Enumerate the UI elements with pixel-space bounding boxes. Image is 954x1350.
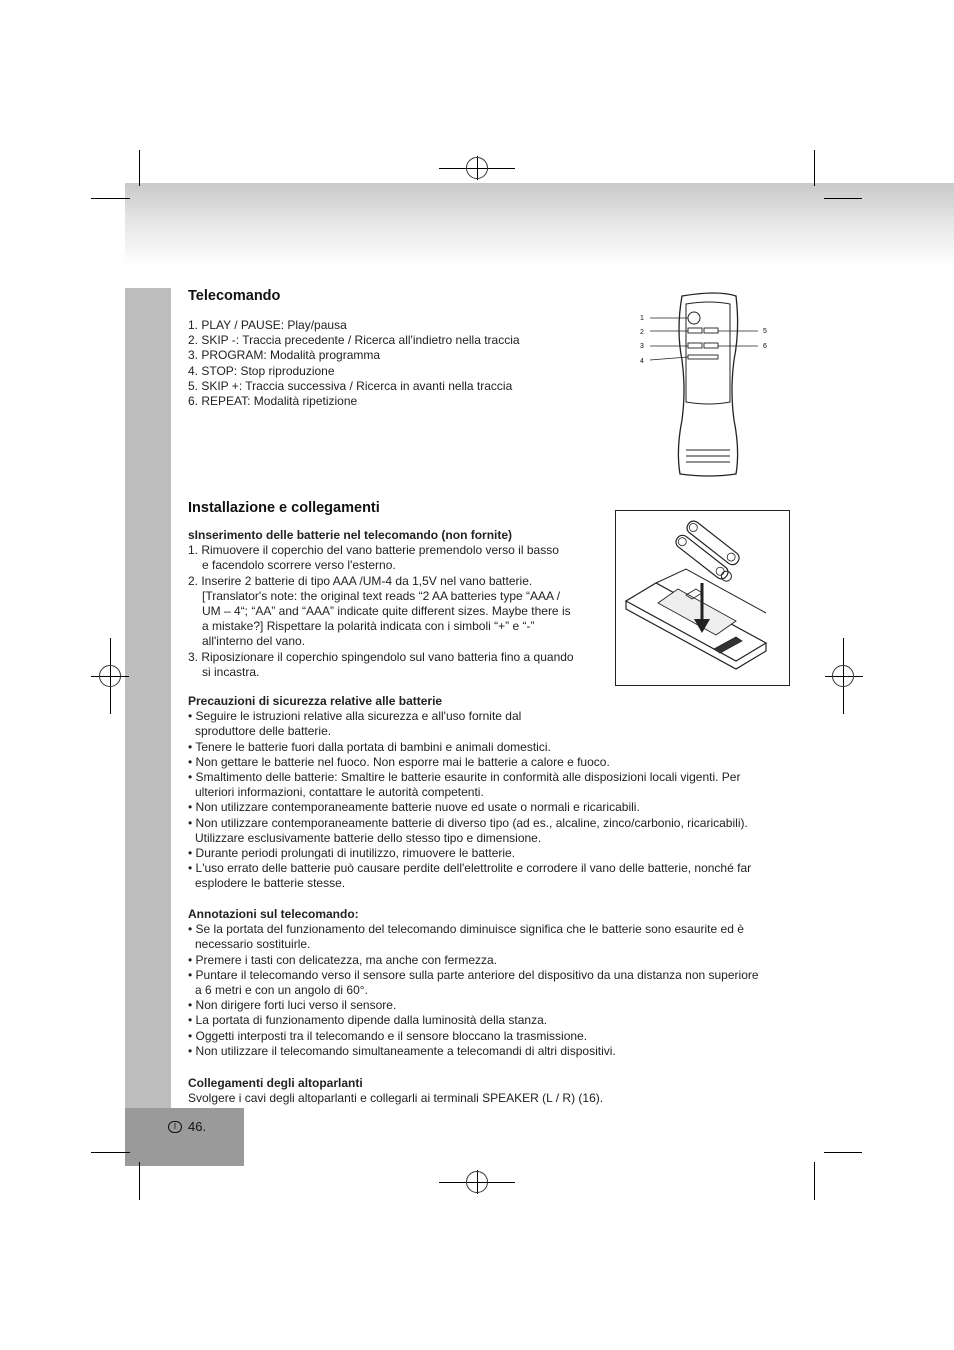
precaution-item-cont: ulteriori informazioni, contattare le autorità competenti. — [195, 785, 484, 800]
step-3-line: si incastra. — [202, 664, 260, 679]
page-number — [168, 1119, 206, 1134]
precaution-item: • Tenere le batterie fuori dalla portata di bambini e animali domestici. — [188, 739, 551, 754]
precaution-item-cont: sproduttore delle batterie. — [195, 724, 332, 739]
list-item: 5. SKIP +: Traccia successiva / Ricerca in avanti nella traccia — [188, 378, 513, 393]
precautions-heading: Precauzioni di sicurezza relative alle batterie — [188, 694, 443, 708]
note-item: • Non utilizzare il telecomando simultaneamente a telecomandi di altri dispositivi. — [188, 1043, 616, 1058]
figure-label-4: 4 — [640, 358, 644, 365]
telecomando-list — [188, 318, 588, 409]
note-item-cont: necessario sostituirle. — [195, 937, 311, 952]
battery-insertion-illustration — [616, 511, 789, 685]
list-item: 4. STOP: Stop riproduzione — [188, 363, 335, 378]
step-2-line: a mistake?] Rispettare la polarità indicata con i simboli “+” e “-” — [202, 619, 535, 634]
step-2-line: UM – 4“; “AA” and “AAA” indicate quite different sizes. Maybe there is — [202, 604, 571, 619]
precaution-item: • Smaltimento delle batterie: Smaltire le batterie esaurite in conformità alle disposizioni locali vigenti. Per — [188, 770, 741, 785]
speakers-section — [188, 1076, 808, 1106]
precaution-item: • Durante periodi prolungati di inutilizzo, rimuovere le batterie. — [188, 846, 516, 861]
remote-notes-heading: Annotazioni sul telecomando: — [188, 907, 359, 921]
language-icon: I — [168, 1121, 182, 1133]
speakers-heading: Collegamenti degli altoparlanti — [188, 1076, 363, 1090]
note-item: • Oggetti interposti tra il telecomando e il sensore bloccano la trasmissione. — [188, 1028, 588, 1043]
step-1-line: e facendolo scorrere verso l'esterno. — [202, 558, 396, 573]
list-item: 3. PROGRAM: Modalità programma — [188, 348, 381, 363]
page-number-text: 46. — [188, 1119, 207, 1134]
note-item-cont: a 6 metri e con un angolo di 60°. — [195, 983, 368, 998]
step-2-line: all'interno del vano. — [202, 634, 306, 649]
list-item: 6. REPEAT: Modalità ripetizione — [188, 394, 358, 409]
telecomando-title: Telecomando — [188, 288, 281, 304]
precaution-item: • L'uso errato delle batterie può causare perdite dell'elettrolite e corrodere il vano delle batterie, nonché far — [188, 861, 752, 876]
precaution-item-cont: Utilizzare esclusivamente batterie dello stesso tipo e dimensione. — [195, 830, 542, 845]
step-3-line: 3. Riposizionare il coperchio spingendolo sul vano batteria fino a quando — [188, 649, 574, 664]
side-bar — [125, 288, 171, 1166]
speakers-text: Svolgere i cavi degli altoparlanti e collegarli ai terminali SPEAKER (L / R) (16). — [188, 1091, 604, 1106]
step-2-line: 2. Inserire 2 batterie di tipo AAA /UM-4 da 1,5V nel vano batterie. — [188, 573, 533, 588]
header-band — [125, 183, 954, 265]
installazione-title: Installazione e collegamenti — [188, 500, 380, 516]
precaution-item-cont: esplodere le batterie stesse. — [195, 876, 346, 891]
figure-label-6: 6 — [763, 343, 767, 350]
remote-notes-section — [188, 907, 808, 1059]
note-item: • Premere i tasti con delicatezza, ma anche con fermezza. — [188, 952, 498, 967]
list-item: 2. SKIP -: Traccia precedente / Ricerca all'indietro nella traccia — [188, 333, 520, 348]
step-2-line: [Translator's note: the original text reads “2 AA batteries type “AAA / — [202, 588, 561, 603]
note-item: • La portata di funzionamento dipende dalla luminosità della stanza. — [188, 1013, 548, 1028]
page-number-tab — [125, 1108, 244, 1166]
precaution-item: • Non utilizzare contemporaneamente batterie nuove ed usate o normali e ricaricabili. — [188, 800, 640, 815]
battery-insertion-heading: sInserimento delle batterie nel telecomando (non fornite) — [188, 528, 513, 542]
figure-label-5: 5 — [763, 328, 767, 335]
precaution-item: • Seguire le istruzioni relative alla sicurezza e all'uso fornite dal — [188, 709, 522, 724]
note-item: • Non dirigere forti luci verso il sensore. — [188, 998, 397, 1013]
figure-label-3: 3 — [640, 343, 644, 350]
figure-label-2: 2 — [640, 329, 644, 336]
precautions-section — [188, 694, 808, 892]
note-item: • Se la portata del funzionamento del telecomando diminuisce significa che le batterie sono esaurite ed è — [188, 922, 744, 937]
remote-control-illustration — [630, 290, 780, 480]
precaution-item: • Non utilizzare contemporaneamente batterie di diverso tipo (ad es., alcaline, zinco/carbonio, ricaricabili). — [188, 815, 748, 830]
note-item: • Puntare il telecomando verso il sensore sulla parte anteriore del dispositivo da una distanza non superiore — [188, 967, 759, 982]
battery-insertion-figure — [615, 510, 790, 686]
precaution-item: • Non gettare le batterie nel fuoco. Non esporre mai le batterie a calore e fuoco. — [188, 754, 610, 769]
figure-label-1: 1 — [640, 315, 644, 322]
battery-insertion-section — [188, 528, 608, 680]
step-1-line: 1. Rimuovere il coperchio del vano batterie premendolo verso il basso — [188, 543, 559, 558]
list-item: 1. PLAY / PAUSE: Play/pausa — [188, 318, 347, 332]
